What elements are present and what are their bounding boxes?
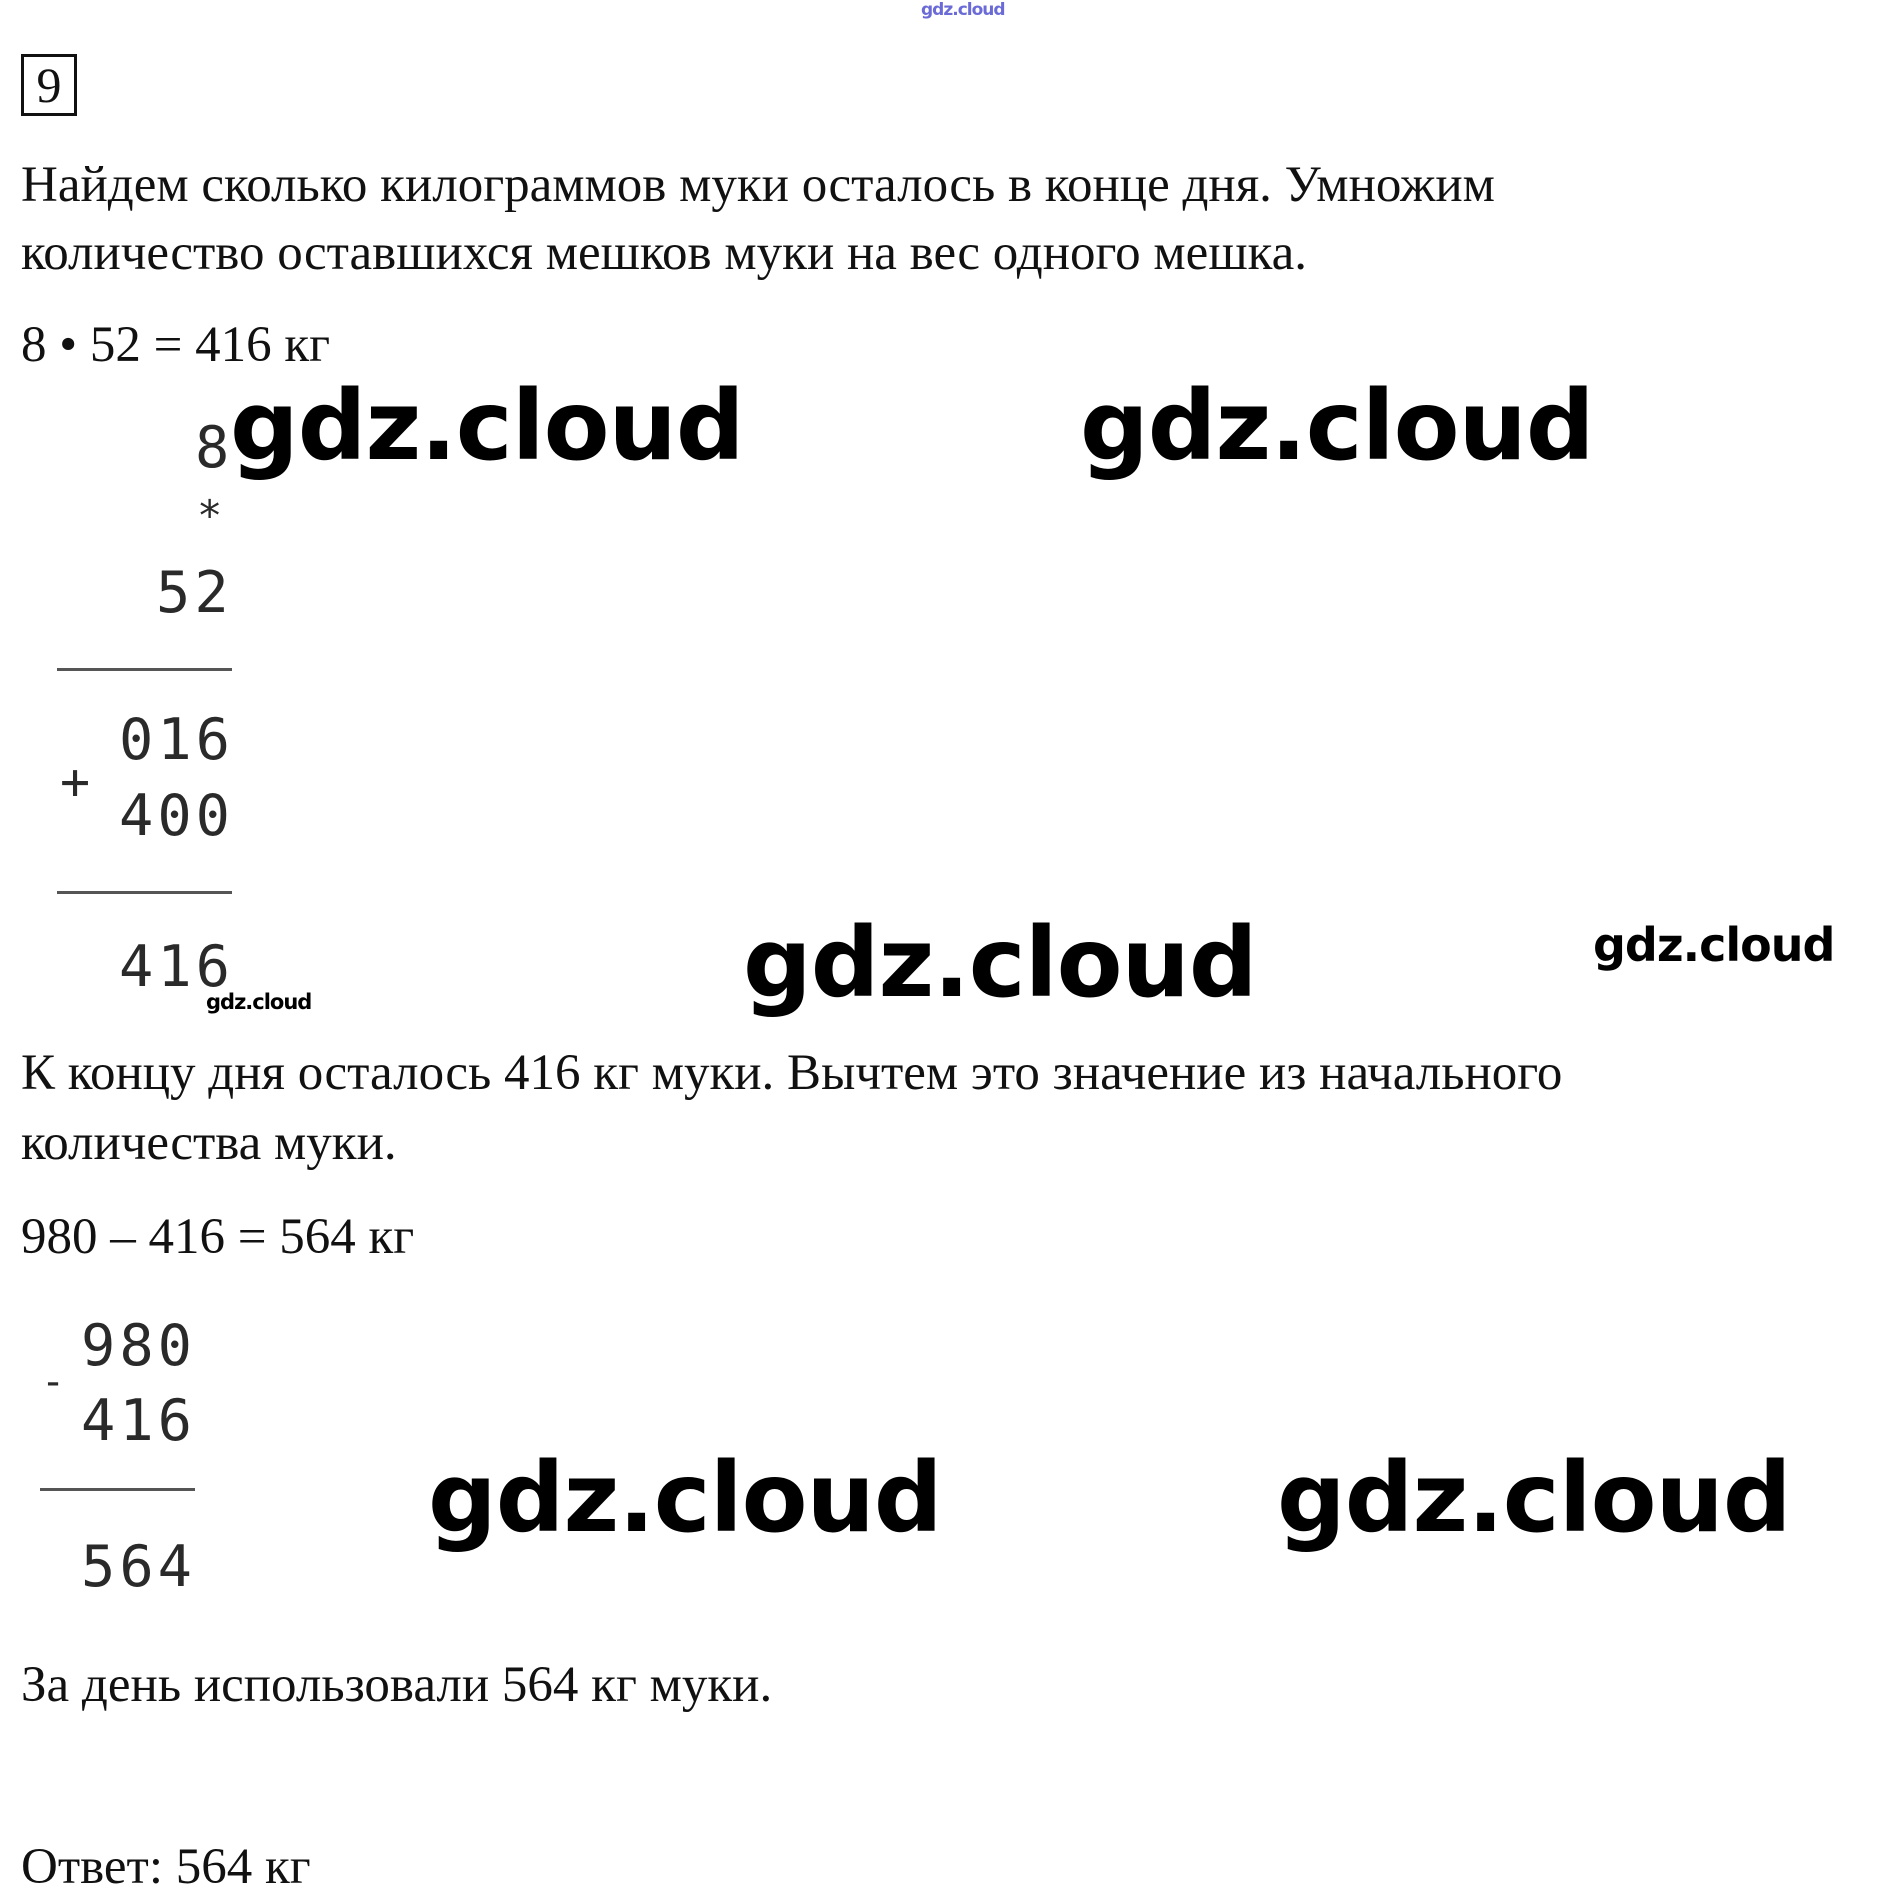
watermark-top: gdz.cloud [921,0,1005,20]
mult-partial-2: 400 [119,783,234,849]
middle-line-2: количества муки. [21,1115,397,1171]
intro-line-2: количество оставшихся мешков муки на вес одного мешка. [21,225,1307,281]
watermark: gdz.cloud [206,990,312,1014]
equation-multiplication: 8 • 52 = 416 кг [21,317,331,373]
watermark: gdz.cloud [1593,918,1835,972]
problem-number-box: 9 [21,54,77,116]
mult-factor-2: 52 [156,560,233,626]
sub-result: 564 [81,1534,196,1600]
answer-text: Ответ: 564 кг [21,1839,311,1895]
middle-line-1: К концу дня осталось 416 кг муки. Вычтем это значение из начального [21,1045,1563,1101]
sub-minuend: 980 [81,1313,196,1379]
equation-subtraction: 980 – 416 = 564 кг [21,1209,415,1265]
watermark: gdz.cloud [428,1442,942,1554]
watermark: gdz.cloud [230,370,744,482]
watermark: gdz.cloud [1080,370,1594,482]
mult-operator: * [197,491,223,540]
watermark: gdz.cloud [1277,1442,1791,1554]
watermark: gdz.cloud [743,907,1257,1019]
intro-line-1: Найдем сколько килограммов муки осталось в конце дня. Умножим [21,157,1495,213]
sub-rule [40,1488,195,1491]
mult-plus-sign: + [60,753,91,811]
conclusion-text: За день использовали 564 кг муки. [21,1657,773,1713]
sub-subtrahend: 416 [81,1388,196,1454]
mult-partial-1: 016 [119,707,234,773]
mult-rule-1 [57,668,232,671]
sub-minus-sign: - [41,1359,66,1405]
mult-result: 416 [119,934,234,1000]
mult-factor-1: 8 [195,415,234,481]
mult-rule-2 [57,891,232,894]
